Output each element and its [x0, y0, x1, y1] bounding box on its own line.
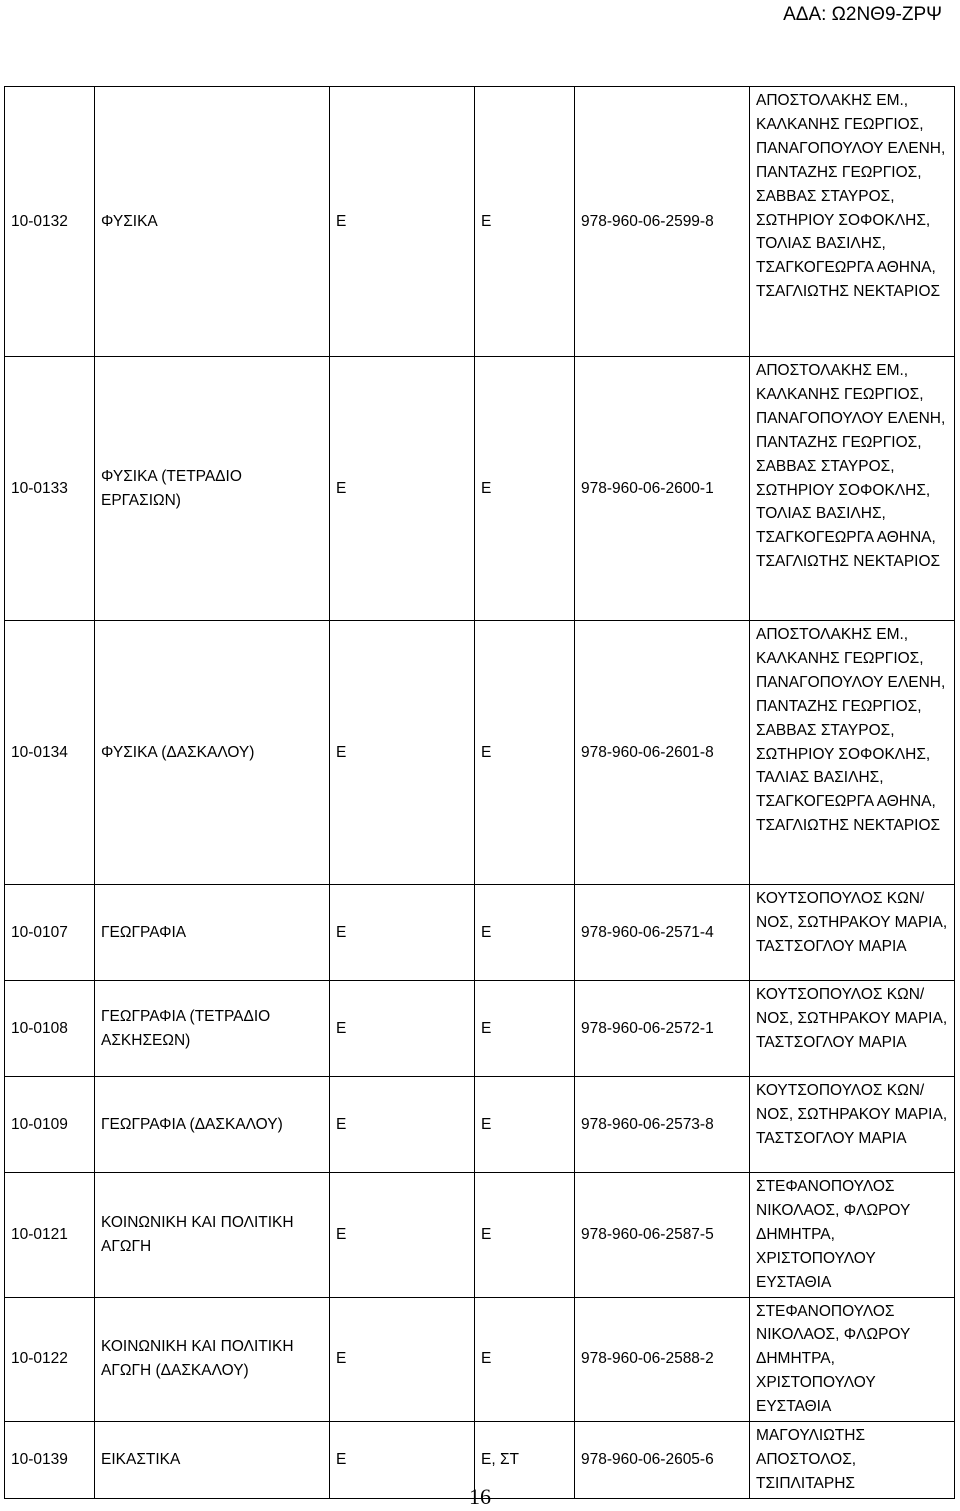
- table-row: [5, 981, 955, 1077]
- authors: ΣΤΕΦΑΝΟΠΟΥΛΟΣ ΝΙΚΟΛΑΟΣ, ΦΛΩΡΟΥ ΔΗΜΗΤΡΑ, ΧΡΙΣΤΟΠΟΥΛΟΥ ΕΥΣΤΑΘΙΑ: [750, 1297, 955, 1422]
- class-col-2: Ε: [475, 621, 575, 885]
- book-title: ΕΙΚΑΣΤΙΚΑ: [95, 1422, 330, 1499]
- book-title: ΓΕΩΓΡΑΦΙΑ (ΤΕΤΡΑΔΙΟ ΑΣΚΗΣΕΩΝ): [95, 981, 330, 1077]
- book-code: 10-0139: [5, 1422, 95, 1499]
- class-col-1: Ε: [330, 885, 475, 981]
- books-table: [4, 86, 955, 1499]
- authors: ΜΑΓΟΥΛΙΩΤΗΣ ΑΠΟΣΤΟΛΟΣ, ΤΣΙΠΛΙΤΑΡΗΣ: [750, 1422, 955, 1499]
- authors: ΑΠΟΣΤΟΛΑΚΗΣ ΕΜ., ΚΑΛΚΑΝΗΣ ΓΕΩΡΓΙΟΣ, ΠΑΝΑΓΟΠΟΥΛΟΥ ΕΛΕΝΗ, ΠΑΝΤΑΖΗΣ ΓΕΩΡΓΙΟΣ, ΣΑΒΒΑΣ ΣΤΑΥΡΟΣ, ΣΩΤΗΡΙΟΥ ΣΟΦΟΚΛΗΣ, ΤΟΛΙΑΣ ΒΑΣΙΛΗΣ, ΤΣΑΓΚΟΓΕΩΡΓΑ ΑΘΗΝΑ, ΤΣΑΓΛΙΩΤΗΣ ΝΕΚΤΑΡΙΟΣ: [750, 357, 955, 621]
- class-col-2: Ε: [475, 1173, 575, 1298]
- class-col-2: Ε, ΣΤ: [475, 1422, 575, 1499]
- class-col-1: Ε: [330, 1297, 475, 1422]
- isbn: 978-960-06-2587-5: [575, 1173, 750, 1298]
- class-col-2: Ε: [475, 885, 575, 981]
- book-code: 10-0108: [5, 981, 95, 1077]
- class-col-1: Ε: [330, 87, 475, 357]
- book-code: 10-0134: [5, 621, 95, 885]
- table-row: [5, 885, 955, 981]
- book-title: ΚΟΙΝΩΝΙΚΗ ΚΑΙ ΠΟΛΙΤΙΚΗ ΑΓΩΓΗ (ΔΑΣΚΑΛΟΥ): [95, 1297, 330, 1422]
- authors: ΣΤΕΦΑΝΟΠΟΥΛΟΣ ΝΙΚΟΛΑΟΣ, ΦΛΩΡΟΥ ΔΗΜΗΤΡΑ, ΧΡΙΣΤΟΠΟΥΛΟΥ ΕΥΣΤΑΘΙΑ: [750, 1173, 955, 1298]
- book-title: ΦΥΣΙΚΑ (ΔΑΣΚΑΛΟΥ): [95, 621, 330, 885]
- isbn: 978-960-06-2599-8: [575, 87, 750, 357]
- class-col-1: Ε: [330, 357, 475, 621]
- class-col-2: Ε: [475, 981, 575, 1077]
- authors: ΑΠΟΣΤΟΛΑΚΗΣ ΕΜ., ΚΑΛΚΑΝΗΣ ΓΕΩΡΓΙΟΣ, ΠΑΝΑΓΟΠΟΥΛΟΥ ΕΛΕΝΗ, ΠΑΝΤΑΖΗΣ ΓΕΩΡΓΙΟΣ, ΣΑΒΒΑΣ ΣΤΑΥΡΟΣ, ΣΩΤΗΡΙΟΥ ΣΟΦΟΚΛΗΣ, ΤΑΛΙΑΣ ΒΑΣΙΛΗΣ, ΤΣΑΓΚΟΓΕΩΡΓΑ ΑΘΗΝΑ, ΤΣΑΓΛΙΩΤΗΣ ΝΕΚΤΑΡΙΟΣ: [750, 621, 955, 885]
- ada-header: ΑΔΑ: Ω2ΝΘ9-ΖΡΨ: [783, 4, 942, 25]
- book-title: ΚΟΙΝΩΝΙΚΗ ΚΑΙ ΠΟΛΙΤΙΚΗ ΑΓΩΓΗ: [95, 1173, 330, 1298]
- book-code: 10-0133: [5, 357, 95, 621]
- book-title: ΓΕΩΓΡΑΦΙΑ: [95, 885, 330, 981]
- table-row: [5, 357, 955, 621]
- book-title: ΓΕΩΓΡΑΦΙΑ (ΔΑΣΚΑΛΟΥ): [95, 1077, 330, 1173]
- isbn: 978-960-06-2600-1: [575, 357, 750, 621]
- book-code: 10-0121: [5, 1173, 95, 1298]
- isbn: 978-960-06-2601-8: [575, 621, 750, 885]
- class-col-1: Ε: [330, 1077, 475, 1173]
- isbn: 978-960-06-2573-8: [575, 1077, 750, 1173]
- isbn: 978-960-06-2588-2: [575, 1297, 750, 1422]
- class-col-1: Ε: [330, 1422, 475, 1499]
- table-row: [5, 1297, 955, 1422]
- table-row: [5, 621, 955, 885]
- isbn: 978-960-06-2572-1: [575, 981, 750, 1077]
- page-number: 16: [469, 1484, 491, 1509]
- class-col-2: Ε: [475, 1297, 575, 1422]
- authors: ΚΟΥΤΣΟΠΟΥΛΟΣ ΚΩΝ/ΝΟΣ, ΣΩΤΗΡΑΚΟΥ ΜΑΡΙΑ, ΤΑΣΤΣΟΓΛΟΥ ΜΑΡΙΑ: [750, 885, 955, 981]
- isbn: 978-960-06-2605-6: [575, 1422, 750, 1499]
- table-row: [5, 1173, 955, 1298]
- authors: ΚΟΥΤΣΟΠΟΥΛΟΣ ΚΩΝ/ΝΟΣ, ΣΩΤΗΡΑΚΟΥ ΜΑΡΙΑ, ΤΑΣΤΣΟΓΛΟΥ ΜΑΡΙΑ: [750, 981, 955, 1077]
- authors: ΚΟΥΤΣΟΠΟΥΛΟΣ ΚΩΝ/ΝΟΣ, ΣΩΤΗΡΑΚΟΥ ΜΑΡΙΑ, ΤΑΣΤΣΟΓΛΟΥ ΜΑΡΙΑ: [750, 1077, 955, 1173]
- table-row: [5, 87, 955, 357]
- book-code: 10-0132: [5, 87, 95, 357]
- class-col-1: Ε: [330, 1173, 475, 1298]
- book-code: 10-0109: [5, 1077, 95, 1173]
- book-title: ΦΥΣΙΚΑ (ΤΕΤΡΑΔΙΟ ΕΡΓΑΣΙΩΝ): [95, 357, 330, 621]
- class-col-2: Ε: [475, 87, 575, 357]
- class-col-2: Ε: [475, 1077, 575, 1173]
- book-title: ΦΥΣΙΚΑ: [95, 87, 330, 357]
- isbn: 978-960-06-2571-4: [575, 885, 750, 981]
- class-col-2: Ε: [475, 357, 575, 621]
- table-row: [5, 1077, 955, 1173]
- book-code: 10-0122: [5, 1297, 95, 1422]
- book-code: 10-0107: [5, 885, 95, 981]
- class-col-1: Ε: [330, 981, 475, 1077]
- class-col-1: Ε: [330, 621, 475, 885]
- authors: ΑΠΟΣΤΟΛΑΚΗΣ ΕΜ., ΚΑΛΚΑΝΗΣ ΓΕΩΡΓΙΟΣ, ΠΑΝΑΓΟΠΟΥΛΟΥ ΕΛΕΝΗ, ΠΑΝΤΑΖΗΣ ΓΕΩΡΓΙΟΣ, ΣΑΒΒΑΣ ΣΤΑΥΡΟΣ, ΣΩΤΗΡΙΟΥ ΣΟΦΟΚΛΗΣ, ΤΟΛΙΑΣ ΒΑΣΙΛΗΣ, ΤΣΑΓΚΟΓΕΩΡΓΑ ΑΘΗΝΑ, ΤΣΑΓΛΙΩΤΗΣ ΝΕΚΤΑΡΙΟΣ: [750, 87, 955, 357]
